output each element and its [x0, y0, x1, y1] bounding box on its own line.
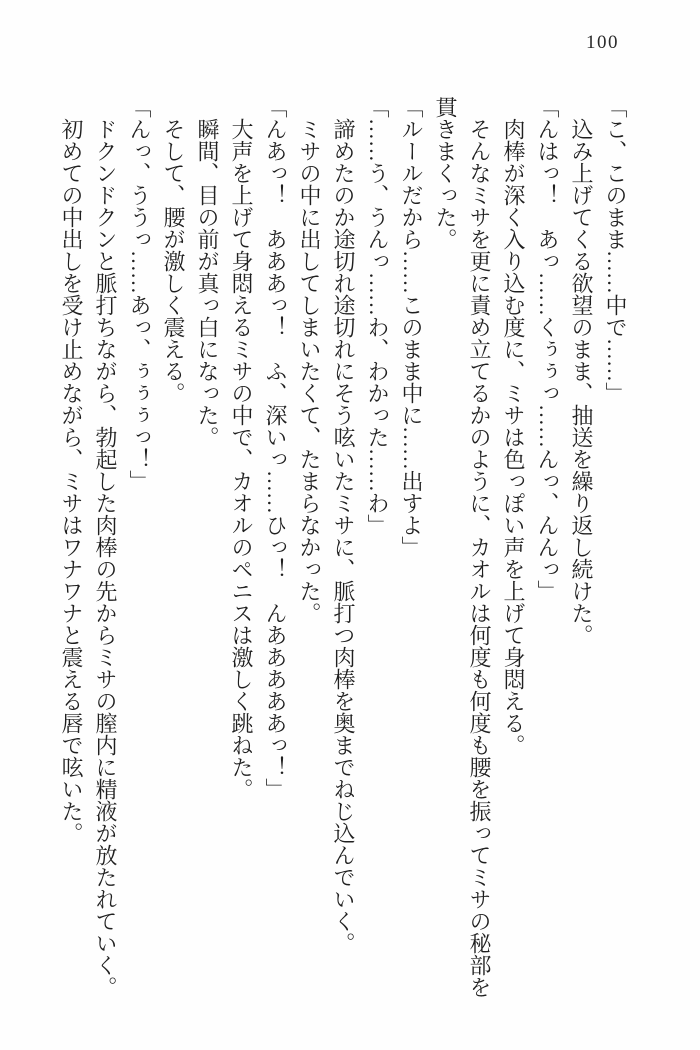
paragraph: 大声を上げて身悶えるミサの中で、カオルのペニスは激しく跳ねた。 — [229, 118, 254, 800]
paragraph: 「んはっ！ あっ……くぅぅっ……んっ、んんっ」 — [535, 96, 560, 602]
paragraph: 「……う、うんっ……わ、わかった……わ」 — [365, 96, 390, 536]
paragraph: 「んっ、ううっ……あっ、ぅぅぅっ！」 — [127, 96, 152, 492]
paragraph: 「んあっ！ あああっ！ ふ、深いっ……ひっ！ んあああああっ！」 — [263, 96, 288, 800]
paragraph: 「こ、このまま……中で……」 — [603, 96, 628, 404]
paragraph: 諦めたのか途切れ途切れにそう呟いたミサに、脈打つ肉棒を奥までねじ込んでいく。 — [331, 118, 356, 954]
paragraph: 瞬間、目の前が真っ白になった。 — [195, 118, 220, 448]
page-number: 100 — [586, 32, 619, 53]
paragraph: ミサの中に出してしまいたくて、たまらなかった。 — [297, 118, 322, 624]
paragraph: 込み上げてくる欲望のまま、抽送を繰り返し続けた。 — [569, 118, 594, 646]
text-block — [52, 96, 632, 1006]
paragraph: そんなミサを更に責め立てるかのように、カオルは何度も何度も腰を振ってミサの秘部を貫きまくった。 — [433, 96, 492, 998]
paragraph: ドクンドクンと脈打ちながら、勃起した肉棒の先からミサの膣内に精液が放たれていく。 — [93, 118, 118, 998]
paragraph: 初めての中出しを受け止めながら、ミサはワナワナと震える唇で呟いた。 — [59, 118, 84, 844]
paragraph: 「ルールだから……このまま中に……出すよ」 — [399, 96, 424, 558]
paragraph: そして、腰が激しく震える。 — [161, 118, 186, 404]
paragraph: 肉棒が深く入り込む度に、ミサは色っぽい声を上げて身悶える。 — [501, 118, 526, 756]
